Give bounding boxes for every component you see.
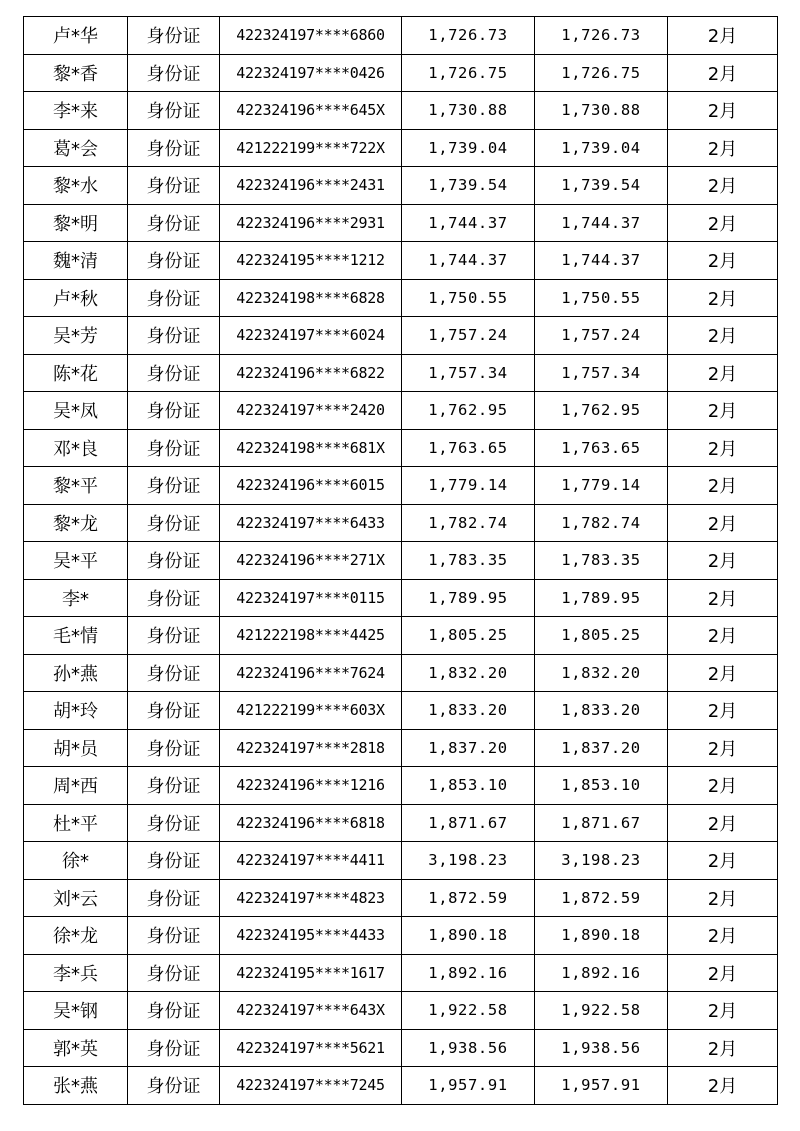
name-cell: 卢*华 (24, 17, 128, 55)
table-row (24, 429, 778, 467)
id-type-cell: 身份证 (128, 242, 220, 280)
id-number-cell: 422324197****6024 (220, 317, 402, 355)
id-number-cell: 422324197****0115 (220, 579, 402, 617)
name-cell: 黎*明 (24, 204, 128, 242)
amount-cell: 1,739.54 (402, 167, 535, 205)
name-cell: 胡*玲 (24, 692, 128, 730)
month-cell: 2月 (668, 617, 778, 655)
paid-amount-cell: 1,922.58 (535, 992, 668, 1030)
id-type-cell: 身份证 (128, 992, 220, 1030)
id-number-cell: 421222199****722X (220, 129, 402, 167)
month-cell: 2月 (668, 542, 778, 580)
month-cell: 2月 (668, 504, 778, 542)
amount-cell: 1,763.65 (402, 429, 535, 467)
paid-amount-cell: 1,871.67 (535, 804, 668, 842)
id-number-cell: 422324196****7624 (220, 654, 402, 692)
name-cell: 张*燕 (24, 1067, 128, 1105)
month-cell: 2月 (668, 204, 778, 242)
table-row (24, 842, 778, 880)
month-cell: 2月 (668, 317, 778, 355)
amount-cell: 1,783.35 (402, 542, 535, 580)
amount-cell: 1,744.37 (402, 242, 535, 280)
name-cell: 周*西 (24, 767, 128, 805)
table-row (24, 279, 778, 317)
table-row (24, 17, 778, 55)
month-cell: 2月 (668, 54, 778, 92)
id-number-cell: 422324197****7245 (220, 1067, 402, 1105)
paid-amount-cell: 1,853.10 (535, 767, 668, 805)
id-type-cell: 身份证 (128, 729, 220, 767)
amount-cell: 1,853.10 (402, 767, 535, 805)
month-cell: 2月 (668, 92, 778, 130)
month-cell: 2月 (668, 879, 778, 917)
id-number-cell: 422324197****643X (220, 992, 402, 1030)
name-cell: 陈*花 (24, 354, 128, 392)
id-type-cell: 身份证 (128, 467, 220, 505)
id-number-cell: 422324197****2818 (220, 729, 402, 767)
month-cell: 2月 (668, 767, 778, 805)
month-cell: 2月 (668, 804, 778, 842)
id-type-cell: 身份证 (128, 317, 220, 355)
id-number-cell: 422324197****4411 (220, 842, 402, 880)
amount-cell: 1,833.20 (402, 692, 535, 730)
month-cell: 2月 (668, 729, 778, 767)
month-cell: 2月 (668, 242, 778, 280)
paid-amount-cell: 1,757.24 (535, 317, 668, 355)
amount-cell: 1,762.95 (402, 392, 535, 430)
month-cell: 2月 (668, 129, 778, 167)
table-row (24, 879, 778, 917)
id-type-cell: 身份证 (128, 617, 220, 655)
table-row (24, 354, 778, 392)
amount-cell: 1,750.55 (402, 279, 535, 317)
id-type-cell: 身份证 (128, 54, 220, 92)
table-row (24, 917, 778, 955)
paid-amount-cell: 1,957.91 (535, 1067, 668, 1105)
paid-amount-cell: 1,726.75 (535, 54, 668, 92)
id-number-cell: 422324195****1212 (220, 242, 402, 280)
table-row (24, 579, 778, 617)
amount-cell: 1,739.04 (402, 129, 535, 167)
id-number-cell: 422324196****6822 (220, 354, 402, 392)
id-number-cell: 422324197****6860 (220, 17, 402, 55)
table-row (24, 804, 778, 842)
name-cell: 吴*芳 (24, 317, 128, 355)
amount-cell: 1,726.75 (402, 54, 535, 92)
paid-amount-cell: 3,198.23 (535, 842, 668, 880)
id-number-cell: 422324198****6828 (220, 279, 402, 317)
table-row (24, 467, 778, 505)
amount-cell: 1,730.88 (402, 92, 535, 130)
name-cell: 卢*秋 (24, 279, 128, 317)
table-body (24, 17, 778, 1105)
id-type-cell: 身份证 (128, 842, 220, 880)
paid-amount-cell: 1,762.95 (535, 392, 668, 430)
name-cell: 孙*燕 (24, 654, 128, 692)
name-cell: 李*兵 (24, 954, 128, 992)
table-row (24, 654, 778, 692)
table-row (24, 617, 778, 655)
id-type-cell: 身份证 (128, 692, 220, 730)
id-number-cell: 422324197****0426 (220, 54, 402, 92)
id-number-cell: 422324197****4823 (220, 879, 402, 917)
id-type-cell: 身份证 (128, 17, 220, 55)
table-row (24, 204, 778, 242)
name-cell: 徐* (24, 842, 128, 880)
id-type-cell: 身份证 (128, 654, 220, 692)
table-row (24, 92, 778, 130)
name-cell: 黎*龙 (24, 504, 128, 542)
name-cell: 李* (24, 579, 128, 617)
table-row (24, 317, 778, 355)
name-cell: 葛*会 (24, 129, 128, 167)
id-number-cell: 422324196****1216 (220, 767, 402, 805)
paid-amount-cell: 1,744.37 (535, 204, 668, 242)
name-cell: 徐*龙 (24, 917, 128, 955)
amount-cell: 1,789.95 (402, 579, 535, 617)
id-type-cell: 身份证 (128, 354, 220, 392)
amount-cell: 1,779.14 (402, 467, 535, 505)
table-row (24, 767, 778, 805)
name-cell: 刘*云 (24, 879, 128, 917)
amount-cell: 1,890.18 (402, 917, 535, 955)
id-type-cell: 身份证 (128, 204, 220, 242)
id-type-cell: 身份证 (128, 92, 220, 130)
id-number-cell: 422324198****681X (220, 429, 402, 467)
name-cell: 魏*清 (24, 242, 128, 280)
paid-amount-cell: 1,938.56 (535, 1029, 668, 1067)
amount-cell: 1,892.16 (402, 954, 535, 992)
id-number-cell: 422324195****1617 (220, 954, 402, 992)
paid-amount-cell: 1,805.25 (535, 617, 668, 655)
paid-amount-cell: 1,730.88 (535, 92, 668, 130)
name-cell: 吴*凤 (24, 392, 128, 430)
amount-cell: 1,805.25 (402, 617, 535, 655)
id-number-cell: 422324196****6015 (220, 467, 402, 505)
id-number-cell: 422324196****6818 (220, 804, 402, 842)
table-row (24, 129, 778, 167)
payment-table (23, 16, 778, 1105)
paid-amount-cell: 1,779.14 (535, 467, 668, 505)
name-cell: 胡*员 (24, 729, 128, 767)
table-row (24, 692, 778, 730)
name-cell: 毛*情 (24, 617, 128, 655)
amount-cell: 3,198.23 (402, 842, 535, 880)
month-cell: 2月 (668, 992, 778, 1030)
amount-cell: 1,938.56 (402, 1029, 535, 1067)
id-number-cell: 422324196****271X (220, 542, 402, 580)
table-row (24, 992, 778, 1030)
table-row (24, 1067, 778, 1105)
name-cell: 黎*香 (24, 54, 128, 92)
paid-amount-cell: 1,789.95 (535, 579, 668, 617)
name-cell: 李*来 (24, 92, 128, 130)
id-number-cell: 421222199****603X (220, 692, 402, 730)
id-type-cell: 身份证 (128, 1029, 220, 1067)
amount-cell: 1,782.74 (402, 504, 535, 542)
paid-amount-cell: 1,757.34 (535, 354, 668, 392)
month-cell: 2月 (668, 354, 778, 392)
paid-amount-cell: 1,783.35 (535, 542, 668, 580)
month-cell: 2月 (668, 954, 778, 992)
name-cell: 黎*水 (24, 167, 128, 205)
table-row (24, 392, 778, 430)
id-number-cell: 421222198****4425 (220, 617, 402, 655)
amount-cell: 1,744.37 (402, 204, 535, 242)
paid-amount-cell: 1,763.65 (535, 429, 668, 467)
month-cell: 2月 (668, 654, 778, 692)
month-cell: 2月 (668, 579, 778, 617)
paid-amount-cell: 1,739.04 (535, 129, 668, 167)
id-type-cell: 身份证 (128, 279, 220, 317)
amount-cell: 1,757.24 (402, 317, 535, 355)
table-row (24, 1029, 778, 1067)
month-cell: 2月 (668, 692, 778, 730)
paid-amount-cell: 1,872.59 (535, 879, 668, 917)
paid-amount-cell: 1,782.74 (535, 504, 668, 542)
table-row (24, 504, 778, 542)
month-cell: 2月 (668, 167, 778, 205)
name-cell: 郭*英 (24, 1029, 128, 1067)
amount-cell: 1,757.34 (402, 354, 535, 392)
paid-amount-cell: 1,744.37 (535, 242, 668, 280)
id-type-cell: 身份证 (128, 879, 220, 917)
name-cell: 杜*平 (24, 804, 128, 842)
table-row (24, 167, 778, 205)
amount-cell: 1,872.59 (402, 879, 535, 917)
table-row (24, 954, 778, 992)
id-number-cell: 422324196****2431 (220, 167, 402, 205)
month-cell: 2月 (668, 842, 778, 880)
month-cell: 2月 (668, 917, 778, 955)
amount-cell: 1,726.73 (402, 17, 535, 55)
month-cell: 2月 (668, 279, 778, 317)
id-type-cell: 身份证 (128, 917, 220, 955)
id-type-cell: 身份证 (128, 542, 220, 580)
id-type-cell: 身份证 (128, 429, 220, 467)
paid-amount-cell: 1,833.20 (535, 692, 668, 730)
id-number-cell: 422324195****4433 (220, 917, 402, 955)
name-cell: 吴*平 (24, 542, 128, 580)
amount-cell: 1,832.20 (402, 654, 535, 692)
paid-amount-cell: 1,892.16 (535, 954, 668, 992)
id-number-cell: 422324196****645X (220, 92, 402, 130)
month-cell: 2月 (668, 17, 778, 55)
paid-amount-cell: 1,837.20 (535, 729, 668, 767)
id-number-cell: 422324196****2931 (220, 204, 402, 242)
month-cell: 2月 (668, 1029, 778, 1067)
id-type-cell: 身份证 (128, 167, 220, 205)
id-number-cell: 422324197****5621 (220, 1029, 402, 1067)
month-cell: 2月 (668, 467, 778, 505)
id-type-cell: 身份证 (128, 804, 220, 842)
table-row (24, 729, 778, 767)
paid-amount-cell: 1,890.18 (535, 917, 668, 955)
amount-cell: 1,957.91 (402, 1067, 535, 1105)
paid-amount-cell: 1,739.54 (535, 167, 668, 205)
table-row (24, 242, 778, 280)
id-type-cell: 身份证 (128, 767, 220, 805)
amount-cell: 1,871.67 (402, 804, 535, 842)
id-type-cell: 身份证 (128, 504, 220, 542)
table-row (24, 54, 778, 92)
id-type-cell: 身份证 (128, 579, 220, 617)
name-cell: 邓*良 (24, 429, 128, 467)
id-type-cell: 身份证 (128, 129, 220, 167)
id-type-cell: 身份证 (128, 392, 220, 430)
month-cell: 2月 (668, 392, 778, 430)
table-row (24, 542, 778, 580)
name-cell: 黎*平 (24, 467, 128, 505)
id-type-cell: 身份证 (128, 1067, 220, 1105)
id-number-cell: 422324197****2420 (220, 392, 402, 430)
id-number-cell: 422324197****6433 (220, 504, 402, 542)
paid-amount-cell: 1,726.73 (535, 17, 668, 55)
id-type-cell: 身份证 (128, 954, 220, 992)
month-cell: 2月 (668, 1067, 778, 1105)
paid-amount-cell: 1,750.55 (535, 279, 668, 317)
month-cell: 2月 (668, 429, 778, 467)
amount-cell: 1,837.20 (402, 729, 535, 767)
amount-cell: 1,922.58 (402, 992, 535, 1030)
paid-amount-cell: 1,832.20 (535, 654, 668, 692)
name-cell: 吴*钢 (24, 992, 128, 1030)
